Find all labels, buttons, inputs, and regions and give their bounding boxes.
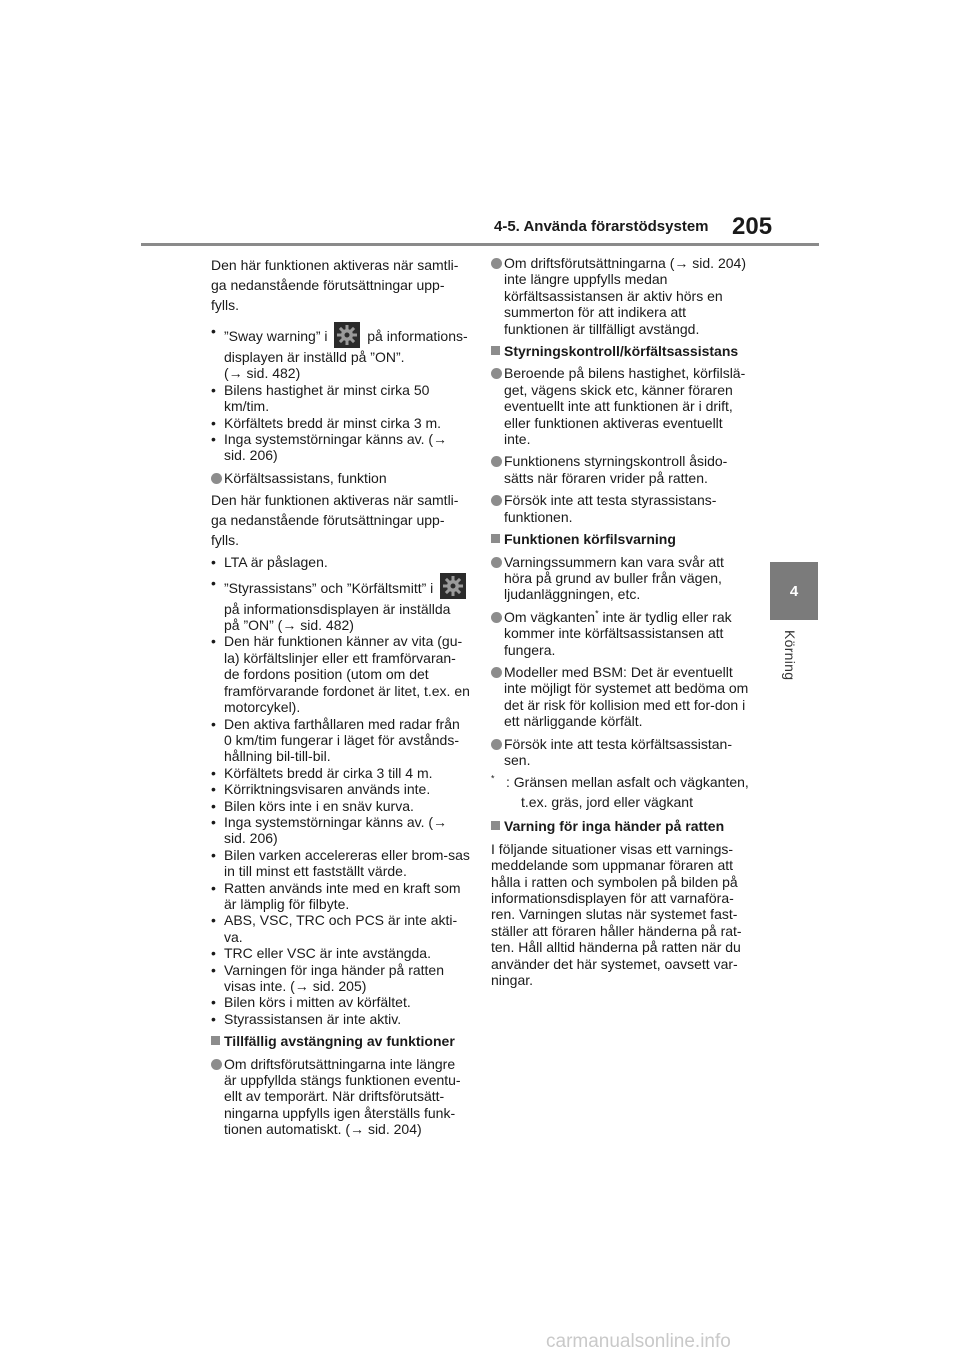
circle-item-text: Varningssummern kan vara svår att höra på grund av buller från vägen, ljudanläggningen, etc. [504,553,724,603]
square-bullet-icon [491,821,500,830]
bullet-text: ”Styrassistans” och ”Körfältsmitt” i [224,579,434,596]
bullet-lta-on: • LTA är påslagen. [211,554,471,570]
circle-item-text: Om driftsförutsättningarna (→ sid. 204) inte längre uppfylls medan körfältsassistansen är aktiv hörs en summerton för att indikera att funktionen är tillfälligt avstängd. [504,255,746,337]
circle-item-text: Beroende på bilens hastighet, körfilslä-get, vägens skick etc, känner föraren eventuellt inte att funktionen är i drift, eller funktionen aktiveras eventuellt inte. [504,365,746,448]
page-number: 205 [732,213,773,240]
bullet-lane-width: • Körfältets bredd är minst cirka 3 m. [211,415,471,431]
circle-bullet-icon [491,557,502,568]
bullet-system-faults: • Inga systemstörningar känns av. (→ sid. 206) [211,431,471,464]
bullet-steering-force: • Ratten används inte med en kraft som är lämplig för filbyte. [211,880,471,913]
bullet-text: på informations- [367,328,468,344]
circle-item-text: Körfältsassistans, funktion [224,469,387,486]
circle-item-vehicle-speed [491,365,753,447]
bullet-hands-off-warning: • Varningen för inga händer på ratten visas inte. (→ sid. 205) [211,962,471,995]
circle-item-text: Om driftsförutsättningarna inte längre är uppfyllda stängs funktionen eventu-ellt av temporärt. När driftsförutsätt-ningarna uppfylls igen återställs funk-tionen automatiskt. (→ sid. 204) [224,1055,461,1138]
circle-item-text: Försök inte att testa körfältsassistan-sen. [504,735,732,768]
settings-gear-icon [440,573,466,599]
bullet-text: på ”ON” (→ sid. 482) [224,617,354,634]
square-bullet-icon [211,1036,220,1045]
bullet-speed: • Bilens hastighet är minst cirka 50 km/tim. [211,382,471,415]
bullet-text: på informationsdisplayen är inställda [224,600,451,617]
heading-temporary-cancel [211,1033,471,1049]
heading-text: Funktionen körfilsvarning [504,531,676,548]
circle-item-text: Funktionens styrningskontroll åsido-sätts när föraren vrider på ratten. [504,453,728,486]
circle-bullet-icon [211,1059,222,1070]
footnote-marker: * [595,608,599,619]
bullet-steering-assist-inactive: • Styrassistansen är inte aktiv. [211,1011,471,1027]
section-title: 4-5. Använda förarstödsystem [494,218,709,235]
circle-bullet-icon [491,495,502,506]
bullet-sharp-curve: • Bilen körs inte i en snäv kurva. [211,798,471,814]
settings-gear-icon [334,322,360,348]
bullet-lane-lines: • Den här funktionen känner av vita (gu-la) körfältslinjer eller ett framförvaran-de fordons position (utom om det framförvarande fordonet är litet, t.ex. en motorcykel). [211,633,471,715]
circle-item-road-edge [491,609,753,658]
footnote-asterisk: * [491,773,495,784]
circle-item-text: Om vägkanten [504,608,596,625]
circle-bullet-icon [491,368,502,379]
header-rule [141,243,819,246]
heading-steering-control [491,343,753,359]
circle-item-no-testing-lane [491,736,753,769]
page-reference: (→ sid. 482) [224,365,301,382]
body-paragraph-hands-off: I följande situationer visas ett varnings-meddelande som uppmanar föraren att hålla i ratten och symbolen på bilden på informationsdisplayen för att varnaföra-ren. Varningen slutas när systemet fast-ställer att föraren håller händerna på rat-ten. Håll alltid händerna på ratten när du använder det här systemet, oavsett var-ningar. [491,840,742,989]
circle-item-buzzer [491,554,753,603]
bullet-cruise-control: • Den aktiva farthållaren med radar från 0 km/tim fungerar i läget för avstånds-hållning bil-till-bil. [211,716,471,765]
circle-item-no-testing [491,492,753,525]
footnote-text: : Gränsen mellan asfalt och vägkanten, [506,774,749,791]
bullet-trc-vsc-off: • TRC eller VSC är inte avstängda. [211,945,471,961]
circle-item-lane-assist [211,470,471,486]
watermark: carmanualsonline.info [546,1331,731,1352]
page-header [0,0,960,260]
square-bullet-icon [491,346,500,355]
square-bullet-icon [491,534,500,543]
bullet-text: displayen är inställd på ”ON”. [224,349,405,365]
circle-item-bsm [491,664,753,730]
circle-bullet-icon [211,473,222,484]
circle-item-override [491,453,753,486]
circle-item-text: Modeller med BSM: Det är eventuellt inte möjligt för systemet att bedöma om det är risk för kollision med ett for-don i ett närliggande körfält. [504,663,749,730]
circle-bullet-icon [491,456,502,467]
footnote [491,772,753,812]
footnote-text: t.ex. gräs, jord eller vägkant [521,794,693,811]
chapter-tab: 4 [770,562,818,620]
intro-paragraph-2: Den här funktionen aktiveras när samtli-ga nedanstående förutsättningar upp-fylls. [211,492,459,549]
bullet-system-faults-2: • Inga systemstörningar känns av. (→ sid. 206) [211,814,471,847]
bullet-lane-width-range: • Körfältets bredd är cirka 3 till 4 m. [211,765,471,781]
bullet-sway-warning [211,323,471,382]
bullet-acceleration: • Bilen varken accelereras eller brom-sas in till minst ett fastställt värde. [211,847,471,880]
bullet-steering-assist-setting [211,575,471,634]
left-column [211,255,471,1138]
circle-item-temporary-cancel [211,1056,471,1138]
circle-bullet-icon [491,258,502,269]
bullet-lane-center: • Bilen körs i mitten av körfältet. [211,994,471,1010]
heading-text: Tillfällig avstängning av funktioner [224,1033,455,1050]
heading-text: Varning för inga händer på ratten [504,818,725,835]
circle-bullet-icon [491,667,502,678]
bullet-text: ”Sway warning” i [224,328,328,344]
heading-text: Styrningskontroll/körfältsassistans [504,343,739,360]
circle-bullet-icon [491,612,502,623]
intro-paragraph-1: Den här funktionen aktiveras när samtli-ga nedanstående förutsättningar upp-fylls. [211,257,459,313]
bullet-abs-vsc: • ABS, VSC, TRC och PCS är inte akti-va. [211,912,471,945]
right-column [491,255,753,988]
bullet-turn-signal: • Körriktningsvisaren används inte. [211,781,471,797]
footnote-marker [491,772,495,792]
heading-hands-off [491,818,753,834]
chapter-label: Körning [782,630,798,681]
circle-bullet-icon [491,739,502,750]
heading-lane-departure [491,531,753,547]
circle-item-text: inte är tydlig eller rak kommer inte körfältsassistansen att fungera. [504,608,732,658]
circle-item-summer-tone [491,255,753,337]
circle-item-text: Försök inte att testa styrassistans-funktionen. [504,492,717,525]
